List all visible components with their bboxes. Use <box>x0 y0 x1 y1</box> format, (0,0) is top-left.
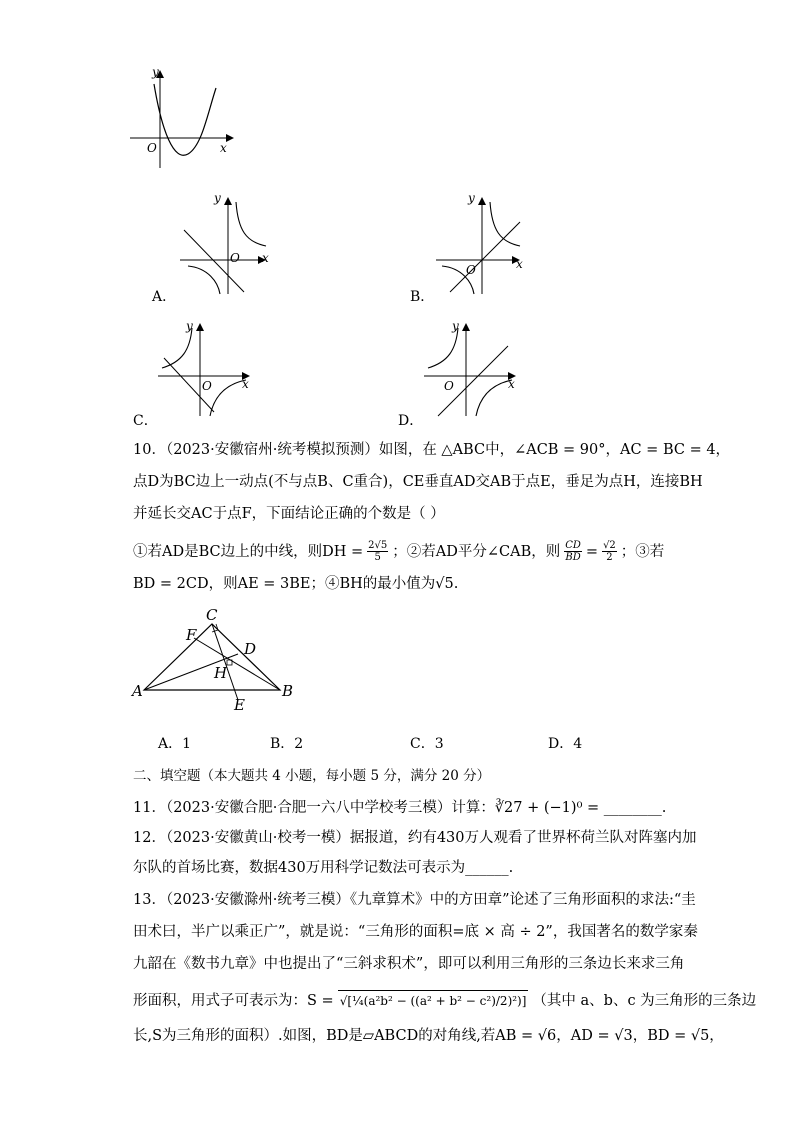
choice-c[interactable]: C．3 <box>410 736 444 752</box>
heron-formula: √[¼(a²b² − ((a² + b² − c²)/2)²)] <box>338 990 529 1011</box>
q10-line-4a: ①若AD是BC边上的中线，则DH = <box>133 543 364 560</box>
svg-text:y: y <box>452 319 459 333</box>
option-d-label[interactable]: D． <box>398 413 424 429</box>
option-a-label[interactable]: A． <box>152 289 177 305</box>
svg-text:y: y <box>214 191 221 205</box>
option-b-label[interactable]: B． <box>410 289 435 305</box>
option-a-graph <box>180 188 280 298</box>
svg-text:y: y <box>186 319 193 333</box>
q10-line-4c: = <box>585 543 599 560</box>
choice-d[interactable]: D．4 <box>548 736 583 752</box>
q12-line-2: 尔队的首场比赛，数据430万用科学记数法可表示为______. <box>133 860 514 876</box>
point-e-label: E <box>234 696 245 714</box>
choice-a[interactable]: A．1 <box>158 736 192 752</box>
stem-graph <box>130 62 240 174</box>
svg-text:O: O <box>444 379 454 393</box>
option-c-graph <box>158 316 258 420</box>
fraction-root2-2: $\frac{√2}{2}$ <box>603 540 616 563</box>
point-f-label: F <box>186 626 197 644</box>
option-d-graph <box>424 316 524 420</box>
q13-line-4b: （其中 a、b、c 为三角形的三条边 <box>532 992 757 1009</box>
q10-line-4d: ；③若 <box>620 543 665 560</box>
q13-line-2: 田术曰，半广以乘正广”，就是说：“三角形的面积=底 × 高 ÷ 2”，我国著名的数学家秦 <box>133 924 698 940</box>
point-b-label: B <box>282 682 294 700</box>
q13-line-5: 长,S为三角形的面积）.如图，BD是▱ABCD的对角线,若AB = √6，AD = √3，BD = √5， <box>133 1028 724 1044</box>
svg-text:x: x <box>262 251 269 265</box>
q10-line-1: 10．（2023·安徽宿州·统考模拟预测）如图，在 △ABC中，∠ACB = 90°，AC = BC = 4， <box>133 442 731 458</box>
q10-line-4b: ；②若AD平分∠CAB，则 <box>392 543 561 560</box>
q13-line-4 <box>133 990 756 1011</box>
q10-line-2: 点D为BC边上一动点(不与点B、C重合)，CE垂直AD交AB于点E，垂足为点H，连接BH <box>133 474 703 490</box>
origin-label: O <box>147 141 157 155</box>
section-heading: 二、填空题（本大题共 4 小题，每小题 5 分，满分 20 分） <box>133 768 491 784</box>
svg-text:O: O <box>202 379 212 393</box>
svg-text:y: y <box>468 191 475 205</box>
svg-text:x: x <box>242 377 249 391</box>
point-c-label: C <box>206 606 218 624</box>
choice-b[interactable]: B．2 <box>270 736 304 752</box>
svg-text:O: O <box>230 251 240 265</box>
q10-line-4 <box>133 540 664 563</box>
svg-text:x: x <box>516 257 523 271</box>
q11-text: 11．（2023·安徽合肥·合肥一六八中学校考三模）计算：∛27 + (−1)⁰ = ________. <box>133 800 667 816</box>
fraction-cd-bd: $\frac{CD}{BD}$ <box>565 540 581 563</box>
option-c-label[interactable]: C． <box>133 413 158 429</box>
q12-line-1: 12．（2023·安徽黄山·校考一模）据报道，约有430万人观看了世界杯荷兰队对阵塞内加 <box>133 830 697 846</box>
svg-text:x: x <box>508 377 515 391</box>
q10-line-3: 并延长交AC于点F，下面结论正确的个数是（ ） <box>133 506 445 522</box>
point-d-label: D <box>244 640 257 658</box>
fraction-dh: $\frac{2√5}{5}$ <box>368 540 388 563</box>
triangle-diagram <box>128 604 308 714</box>
point-h-label: H <box>214 664 228 682</box>
q13-line-3: 九韶在《数书九章》中也提出了“三斜求积术”，即可以利用三角形的三条边长来求三角 <box>133 956 685 972</box>
q13-line-1: 13．（2023·安徽滁州·统考三模）《九章算术》中的方田章”论述了三角形面积的求法:“圭 <box>133 892 696 908</box>
q10-line-5: BD = 2CD，则AE = 3BE；④BH的最小值为√5. <box>133 576 459 592</box>
q13-line-4a: 形面积，用式子可表示为：S = <box>133 992 334 1009</box>
axis-x-label: x <box>220 141 227 155</box>
option-b-graph <box>436 188 536 298</box>
point-a-label: A <box>132 682 143 700</box>
axis-y-label: y <box>152 65 159 79</box>
svg-text:O: O <box>466 263 476 277</box>
